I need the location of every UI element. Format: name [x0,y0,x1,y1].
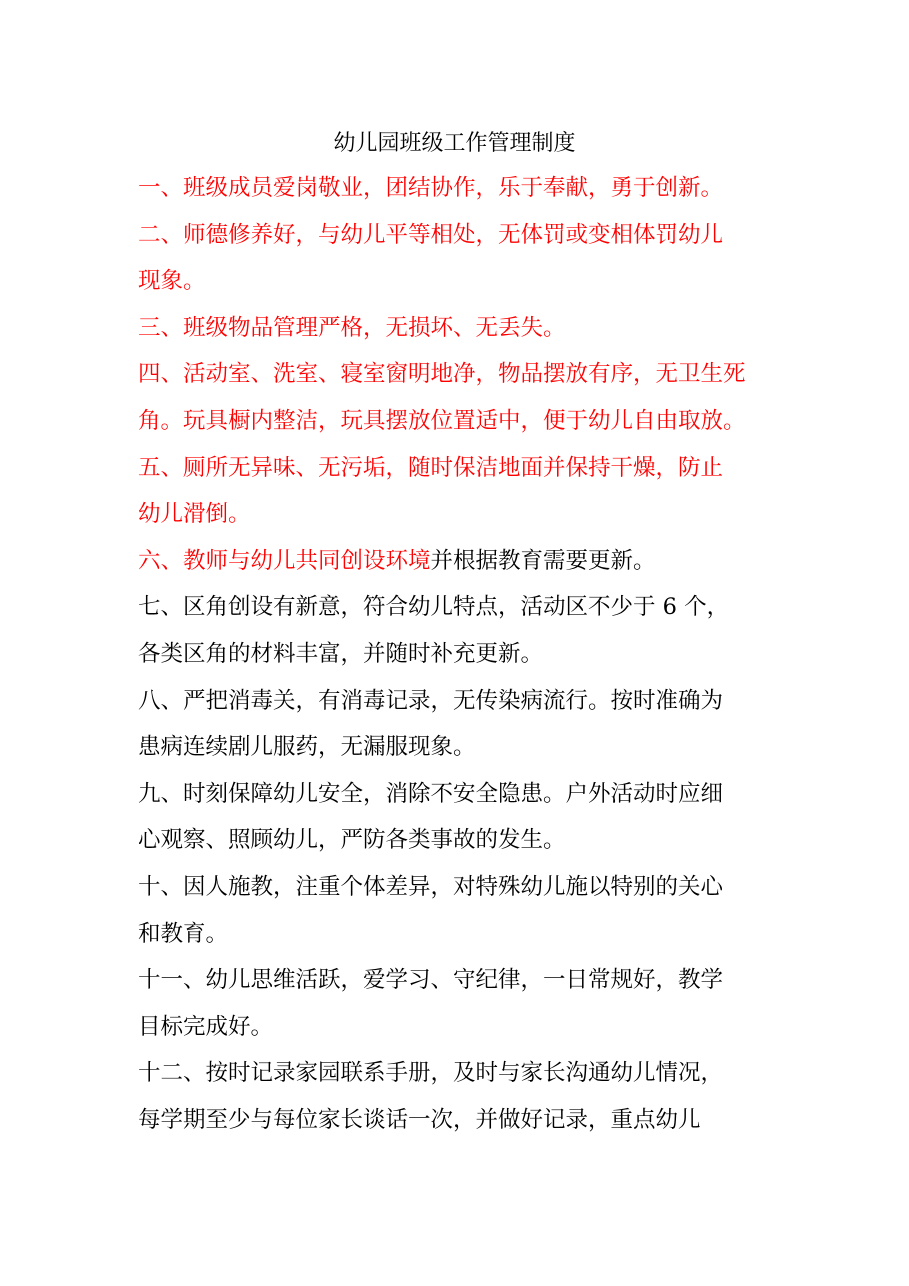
text-line [138,261,798,301]
highlighted-text: 三、班级物品管理严格，无损坏、无丢失。 [138,314,566,341]
body-text: 十一、幼儿思维活跃，爱学习、守纪律，一日常规好，教学 [138,967,724,994]
text-line [138,867,798,907]
text-line [138,401,798,441]
text-line [138,308,798,348]
text-line [138,541,798,581]
text-line [138,820,798,860]
text-line [138,634,798,674]
text-line [138,448,798,488]
body-text: 心观察、照顾幼儿，严防各类事故的发生。 [138,827,566,854]
highlighted-text: 幼儿滑倒。 [138,501,251,528]
body-text: 十二、按时记录家园联系手册，及时与家长沟通幼儿情况， [138,1060,724,1087]
text-line [138,960,798,1000]
body-text: 并根据教育需要更新。 [430,547,656,574]
body-text: 各类区角的材料丰富，并随时补充更新。 [138,641,544,667]
body-text: 七、区角创设有新意，符合幼儿特点，活动区不少于 6 个， [138,594,730,621]
text-line [138,1007,798,1047]
text-line [138,727,798,767]
body-text: 十、因人施教，注重个体差异，对特殊幼儿施以特别的关心 [138,874,724,900]
text-line [138,215,798,255]
highlighted-text: 现象。 [138,268,206,295]
body-text: 九、时刻保障幼儿安全，消除不安全隐患。户外活动时应细 [138,780,724,807]
body-text: 患病连续剧儿服药，无漏服现象。 [138,734,476,761]
text-line [138,681,798,721]
text-line [138,774,798,814]
text-line [138,494,798,534]
document-title: 幼儿园班级工作管理制度 [333,131,576,156]
highlighted-text: 四、活动室、洗室、寝室窗明地净，物品摆放有序，无卫生死 [138,361,746,388]
body-text: 每学期至少与每位家长谈话一次，并做好记录，重点幼儿 [138,1107,701,1133]
text-line [138,587,798,627]
text-line [138,168,798,208]
text-line [138,1100,798,1140]
text-line [138,1053,798,1093]
text-line [138,914,798,954]
body-text: 目标完成好。 [138,1013,274,1040]
highlighted-text: 六、教师与幼儿共同创设环境 [138,547,431,574]
text-line [138,354,798,394]
highlighted-text: 一、班级成员爱岗敬业，团结协作，乐于奉献，勇于创新。 [138,175,724,201]
highlighted-text: 二、师德修养好，与幼儿平等相处，无体罚或变相体罚幼儿 [138,221,724,248]
body-text: 和教育。 [138,920,229,947]
body-text: 八、严把消毒关，有消毒记录，无传染病流行。按时准确为 [138,687,724,714]
highlighted-text: 五、厕所无异味、无污垢，随时保洁地面并保持干燥，防止 [138,454,724,481]
highlighted-text: 角。玩具橱内整洁，玩具摆放位置适中，便于幼儿自由取放。 [138,408,746,434]
